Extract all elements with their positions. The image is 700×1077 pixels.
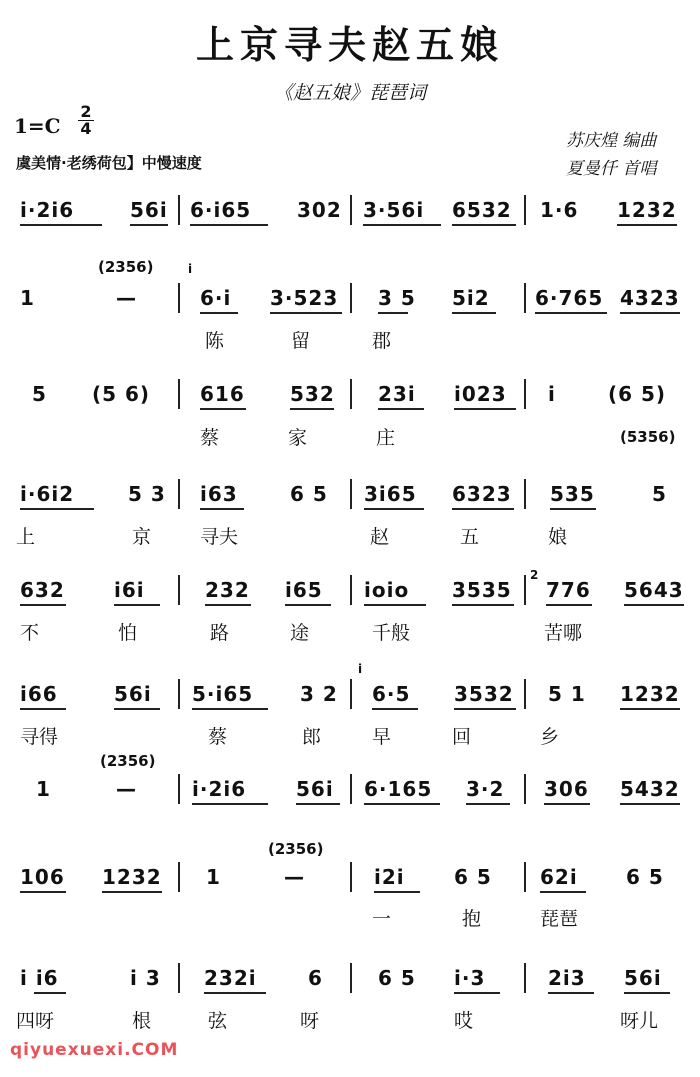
underline (620, 312, 680, 314)
note-group: i023 (454, 382, 507, 406)
note-group: i·2i6 (20, 198, 75, 222)
underline (204, 992, 266, 994)
bracket-group: (2356) (268, 840, 324, 858)
note-group: 6532 (452, 198, 512, 222)
lyric: 呀儿 (620, 1010, 659, 1032)
underline (364, 508, 424, 510)
underline (192, 708, 268, 710)
note-group: 6·765 (535, 286, 604, 310)
note-group: i (548, 382, 556, 406)
note-group: 632 (20, 578, 65, 602)
underline (454, 408, 516, 410)
note-group: 3·56i (363, 198, 425, 222)
singer-credit: 夏曼仟 首唱 (566, 159, 657, 179)
bar-line (524, 862, 526, 892)
note-group: 3 5 (378, 286, 416, 310)
note-group: 232 (205, 578, 250, 602)
underline (20, 224, 102, 226)
time-signature (78, 104, 94, 136)
underline (454, 708, 516, 710)
underline (20, 604, 66, 606)
underline (200, 508, 244, 510)
lyric: 怕 (118, 622, 138, 644)
underline (617, 224, 677, 226)
bar-line (524, 379, 526, 409)
underline (466, 803, 510, 805)
lyric: 寻夫 (200, 526, 239, 548)
note-group: 56i (114, 682, 152, 706)
underline (200, 408, 246, 410)
note-group: 1232 (620, 682, 680, 706)
bar-line (178, 679, 180, 709)
lyric: 根 (132, 1010, 152, 1032)
lyric: 弦 (208, 1010, 228, 1032)
bar-line (178, 283, 180, 313)
underline (200, 312, 238, 314)
lyric: 四呀 (16, 1010, 55, 1032)
lyric: 回 (452, 726, 472, 748)
note-group: — (284, 865, 305, 889)
note-group: i i6 (20, 966, 59, 990)
underline (130, 224, 168, 226)
lyric: 琵琶 (540, 908, 579, 930)
bar-line (524, 479, 526, 509)
grace-note: i (188, 262, 193, 276)
note-group: i·3 (454, 966, 486, 990)
lyric: 千般 (372, 622, 411, 644)
note-group: i·6i2 (20, 482, 75, 506)
note-group: 1 (20, 286, 35, 310)
bar-line (524, 774, 526, 804)
bracket-group: (5356) (620, 428, 676, 446)
time-sig-bottom: 4 (78, 120, 94, 136)
underline (620, 803, 680, 805)
note-group: 5·i65 (192, 682, 254, 706)
note-group: 1·6 (540, 198, 579, 222)
underline (452, 312, 496, 314)
note-group: 5432 (620, 777, 680, 801)
lyric: 娘 (548, 526, 568, 548)
lyric: 庄 (376, 427, 396, 449)
lyric: 抱 (462, 908, 482, 930)
underline (550, 508, 596, 510)
note-group: 3535 (452, 578, 512, 602)
lyric: 路 (210, 622, 230, 644)
lyric: 家 (288, 427, 308, 449)
note-group: i66 (20, 682, 58, 706)
bar-line (350, 283, 352, 313)
note-group: 302 (297, 198, 342, 222)
bar-line (178, 479, 180, 509)
underline (190, 224, 268, 226)
underline (544, 803, 590, 805)
underline (372, 708, 418, 710)
note-group: 1232 (617, 198, 677, 222)
bar-line (350, 679, 352, 709)
grace-note: i (358, 662, 363, 676)
note-group: (5 6) (92, 382, 151, 406)
bracket-group: (2356) (98, 258, 154, 276)
time-sig-top: 2 (80, 102, 92, 121)
note-group: 6 5 (626, 865, 664, 889)
note-group: 5 1 (548, 682, 586, 706)
note-group: 3 2 (300, 682, 338, 706)
underline (452, 224, 516, 226)
lyric: 呀 (300, 1010, 320, 1032)
bar-line (350, 862, 352, 892)
note-group: i·2i6 (192, 777, 247, 801)
note-group: 62i (540, 865, 578, 889)
underline (452, 604, 514, 606)
underline (102, 891, 162, 893)
site-watermark: qiyuexuexi.COM (10, 1040, 179, 1060)
underline (452, 508, 514, 510)
composer-credit: 苏庆煌 编曲 (566, 131, 657, 151)
note-group: (6 5) (608, 382, 667, 406)
bar-line (524, 575, 526, 605)
bracket-group: (2356) (100, 752, 156, 770)
bar-line (524, 195, 526, 225)
note-group: 56i (130, 198, 168, 222)
bar-line (178, 575, 180, 605)
underline (624, 604, 684, 606)
note-group: 616 (200, 382, 245, 406)
lyric: 寻得 (20, 726, 59, 748)
bar-line (350, 195, 352, 225)
note-group: i6i (114, 578, 145, 602)
underline (378, 312, 408, 314)
underline (20, 508, 94, 510)
lyric: 留 (291, 330, 311, 352)
lyric: 苦哪 (544, 622, 583, 644)
bar-line (350, 575, 352, 605)
key-signature: 1=C (14, 114, 61, 138)
lyric: 郡 (372, 330, 392, 352)
note-group: — (116, 286, 137, 310)
note-group: 535 (550, 482, 595, 506)
lyric: 陈 (205, 330, 225, 352)
lyric: 一 (372, 908, 392, 930)
note-group: 1232 (102, 865, 162, 889)
underline (296, 803, 340, 805)
underline (192, 803, 268, 805)
bar-line (350, 774, 352, 804)
note-group: 6 5 (378, 966, 416, 990)
note-group: — (116, 777, 137, 801)
note-group: 3532 (454, 682, 514, 706)
note-group: 6·i (200, 286, 232, 310)
underline (540, 891, 586, 893)
lyric: 途 (290, 622, 310, 644)
song-subtitle: 《赵五娘》琵琶词 (273, 82, 426, 104)
note-group: 306 (544, 777, 589, 801)
note-group: 532 (290, 382, 335, 406)
note-group: 4323 (620, 286, 680, 310)
underline (285, 604, 331, 606)
underline (624, 992, 670, 994)
lyric: 乡 (540, 726, 560, 748)
underline (535, 312, 607, 314)
grace-note: 2 (530, 568, 539, 582)
underline (374, 891, 420, 893)
underline (364, 604, 426, 606)
note-group: 6·i65 (190, 198, 252, 222)
note-group: i63 (200, 482, 238, 506)
underline (114, 604, 160, 606)
note-group: 23i (378, 382, 416, 406)
bar-line (178, 195, 180, 225)
note-group: 776 (546, 578, 591, 602)
note-group: 56i (296, 777, 334, 801)
underline (270, 312, 342, 314)
note-group: 1 (36, 777, 51, 801)
bar-line (178, 963, 180, 993)
note-group: 5 (32, 382, 47, 406)
note-group: 6 5 (454, 865, 492, 889)
note-group: i2i (374, 865, 405, 889)
bar-line (178, 774, 180, 804)
lyric: 哎 (454, 1010, 474, 1032)
note-group: 3·2 (466, 777, 505, 801)
note-group: 5i2 (452, 286, 490, 310)
underline (20, 708, 66, 710)
note-group: 6 5 (290, 482, 328, 506)
note-group: 3·523 (270, 286, 339, 310)
note-group: 1 (206, 865, 221, 889)
note-group: 5 (652, 482, 667, 506)
underline (114, 708, 160, 710)
tune-name: 虞美情·老绣荷包】中慢速度 (16, 154, 202, 172)
underline (454, 992, 500, 994)
underline (546, 604, 592, 606)
bar-line (524, 963, 526, 993)
underline (34, 992, 66, 994)
note-group: 6 (308, 966, 323, 990)
bar-line (524, 679, 526, 709)
note-group: 5 3 (128, 482, 166, 506)
note-group: 106 (20, 865, 65, 889)
note-group: 2i3 (548, 966, 586, 990)
underline (363, 224, 441, 226)
lyric: 早 (372, 726, 392, 748)
lyric: 五 (460, 526, 480, 548)
note-group: 56i (624, 966, 662, 990)
bar-line (350, 379, 352, 409)
song-title: 上京寻夫赵五娘 (195, 22, 504, 67)
lyric: 赵 (370, 526, 390, 548)
note-group: 3i65 (364, 482, 417, 506)
bar-line (524, 283, 526, 313)
lyric: 京 (132, 526, 152, 548)
lyric: 上 (16, 526, 36, 548)
note-group: ioio (364, 578, 410, 602)
lyric: 蔡 (208, 726, 228, 748)
lyric: 蔡 (200, 427, 220, 449)
underline (290, 408, 334, 410)
underline (364, 803, 440, 805)
note-group: 6·165 (364, 777, 433, 801)
note-group: 232i (204, 966, 257, 990)
bar-line (178, 379, 180, 409)
underline (548, 992, 594, 994)
underline (378, 408, 424, 410)
note-group: 6·5 (372, 682, 411, 706)
note-group: i65 (285, 578, 323, 602)
bar-line (178, 862, 180, 892)
bar-line (350, 479, 352, 509)
underline (20, 891, 66, 893)
note-group: i 3 (130, 966, 161, 990)
bar-line (350, 963, 352, 993)
underline (205, 604, 251, 606)
lyric: 郎 (302, 726, 322, 748)
note-group: 6323 (452, 482, 512, 506)
note-group: 5643 (624, 578, 684, 602)
lyric: 不 (20, 622, 40, 644)
underline (620, 708, 680, 710)
